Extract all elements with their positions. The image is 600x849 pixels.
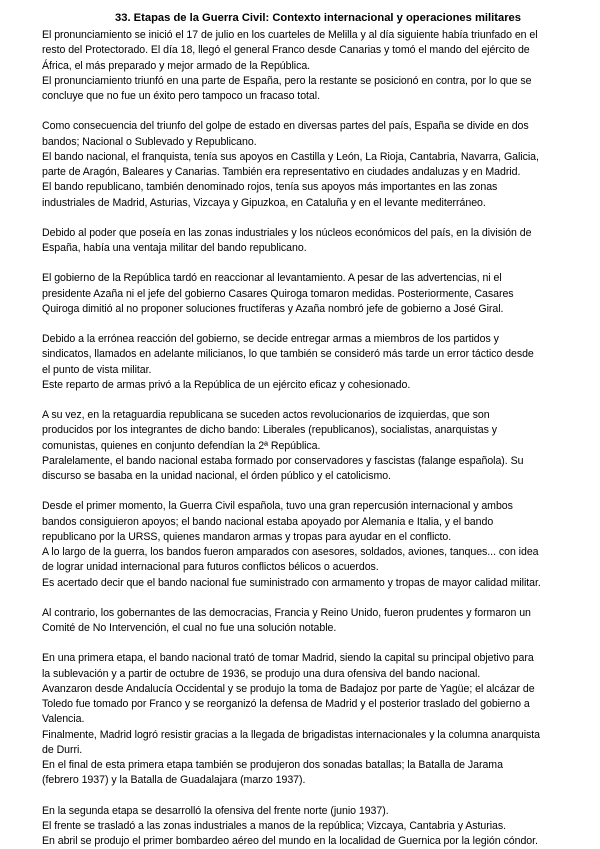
text-line: presidente Azaña ni el jefe del gobierno Casares Quiroga tomaron medidas. Posteriormente, Casares	[42, 287, 574, 302]
text-line: resto del Protectorado. El día 18, llegó el general Franco desde Canarias y tomó el mando del ejército de	[42, 43, 574, 58]
text-line: Este reparto de armas privó a la República de un ejército eficaz y cohesionado.	[42, 378, 574, 393]
text-line: El bando republicano, también denominado rojos, tenía sus apoyos más importantes en las zonas	[42, 180, 574, 195]
text-line: España, había una ventaja militar del bando republicano.	[42, 241, 574, 256]
text-line: A lo largo de la guerra, los bandos fueron amparados con asesores, soldados, aviones, tanques... con idea	[42, 545, 574, 560]
text-line: comunistas, quienes en conjunto defendían la 2ª República.	[42, 439, 574, 454]
text-line: de Durri.	[42, 743, 574, 758]
text-line: discurso se basaba en la unidad nacional, el órden público y el catolicismo.	[42, 469, 574, 484]
text-line: Al contrario, los gobernantes de las democracias, Francia y Reino Unido, fueron prudentes y formaron un	[42, 606, 574, 621]
text-line: de lograr unidad internacional para futuros conflictos bélicos o acuerdos.	[42, 560, 574, 575]
text-line: El gobierno de la República tardó en reaccionar al levantamiento. A pesar de las advertencias, ni el	[42, 271, 574, 286]
paragraph	[42, 408, 574, 484]
text-line: Desde el primer momento, la Guerra Civil española, tuvo una gran repercusión internacional y ambos	[42, 499, 574, 514]
text-line: Comité de No Intervención, el cual no fue una solución notable.	[42, 621, 574, 636]
text-line: sindicatos, llamados en adelante milicianos, lo que también se consideró más tarde un error táctico desde	[42, 347, 574, 362]
text-line: El pronunciamiento se inició el 17 de julio en los cuarteles de Melilla y al día siguiente había triunfado en el	[42, 28, 574, 43]
text-line: El frente se trasladó a las zonas industriales a manos de la república; Vizcaya, Cantabria y Asturias.	[42, 819, 574, 834]
paragraph	[42, 28, 574, 104]
text-line: bandos consiguieron apoyos; el bando nacional estaba apoyado por Alemania e Italia, y el bando	[42, 515, 574, 530]
text-line: En la segunda etapa se desarrolló la ofensiva del frente norte (junio 1937).	[42, 804, 574, 819]
paragraph	[42, 119, 574, 211]
text-line: El bando nacional, el franquista, tenía sus apoyos en Castilla y León, La Rioja, Cantabria, Navarra, Galicia,	[42, 150, 574, 165]
paragraph	[42, 606, 574, 637]
text-line: republicano por la URSS, quienes mandaron armas y tropas para ayudar en el conflicto.	[42, 530, 574, 545]
paragraph	[42, 804, 574, 849]
text-line: (febrero 1937) y la Batalla de Guadalajara (marzo 1937).	[42, 773, 574, 788]
text-line: Valencia.	[42, 712, 574, 727]
text-line: Es acertado decir que el bando nacional fue suministrado con armamento y tropas de mayor calidad militar.	[42, 576, 574, 591]
text-line: Paralelamente, el bando nacional estaba formado por conservadores y fascistas (falange española). Su	[42, 454, 574, 469]
document-body	[42, 28, 574, 849]
text-line: Toledo fue tomado por Franco y se reorganizó la defensa de Madrid y el posterior traslado del gobierno a	[42, 697, 574, 712]
text-line: En el final de esta primera etapa también se produjeron dos sonadas batallas; la Batalla de Jarama	[42, 758, 574, 773]
paragraph	[42, 332, 574, 393]
text-line: concluye que no fue un éxito pero tampoco un fracaso total.	[42, 89, 574, 104]
text-line: Debido al poder que poseía en las zonas industriales y los núcleos económicos del país, en la división de	[42, 226, 574, 241]
text-line: el punto de vista militar.	[42, 363, 574, 378]
document-title: 33. Etapas de la Guerra Civil: Contexto internacional y operaciones militares	[42, 11, 574, 25]
text-line: industriales de Madrid, Asturias, Vizcaya y Gipuzkoa, en Cataluña y en el levante mediterráneo.	[42, 196, 574, 211]
text-line: A su vez, en la retaguardia republicana se suceden actos revolucionarios de izquierdas, que son	[42, 408, 574, 423]
paragraph	[42, 651, 574, 788]
text-line: Como consecuencia del triunfo del golpe de estado en diversas partes del país, España se divide en dos	[42, 119, 574, 134]
text-line: En abril se produjo el primer bombardeo aéreo del mundo en la localidad de Guernica por la legión cóndor.	[42, 834, 574, 849]
text-line: Finalmente, Madrid logró resistir gracias a la llegada de brigadistas internacionales y la columna anarquista	[42, 728, 574, 743]
text-line: Quiroga dimitió al no proponer soluciones fructíferas y Azaña nombró jefe de gobierno a José Giral.	[42, 302, 574, 317]
text-line: El pronunciamiento triunfó en una parte de España, pero la restante se posicionó en contra, por lo que se	[42, 74, 574, 89]
text-line: África, el más preparado y mejor armado de la República.	[42, 59, 574, 74]
text-line: la sublevación y a partir de octubre de 1936, se produjo una dura ofensiva del bando nacional.	[42, 667, 574, 682]
text-line: parte de Aragón, Baleares y Canarias. También era representativo en ciudades andaluzas y en Madrid.	[42, 165, 574, 180]
paragraph	[42, 226, 574, 257]
text-line: En una primera etapa, el bando nacional trató de tomar Madrid, siendo la capital su principal objetivo para	[42, 651, 574, 666]
text-line: bandos; Nacional o Sublevado y Republicano.	[42, 135, 574, 150]
text-line: Debido a la errónea reacción del gobierno, se decide entregar armas a miembros de los partidos y	[42, 332, 574, 347]
text-line: producidos por los integrantes de dicho bando: Liberales (republicanos), socialistas, anarquistas y	[42, 423, 574, 438]
paragraph	[42, 271, 574, 317]
text-line: Avanzaron desde Andalucía Occidental y se produjo la toma de Badajoz por parte de Yagüe; el alcázar de	[42, 682, 574, 697]
paragraph	[42, 499, 574, 591]
